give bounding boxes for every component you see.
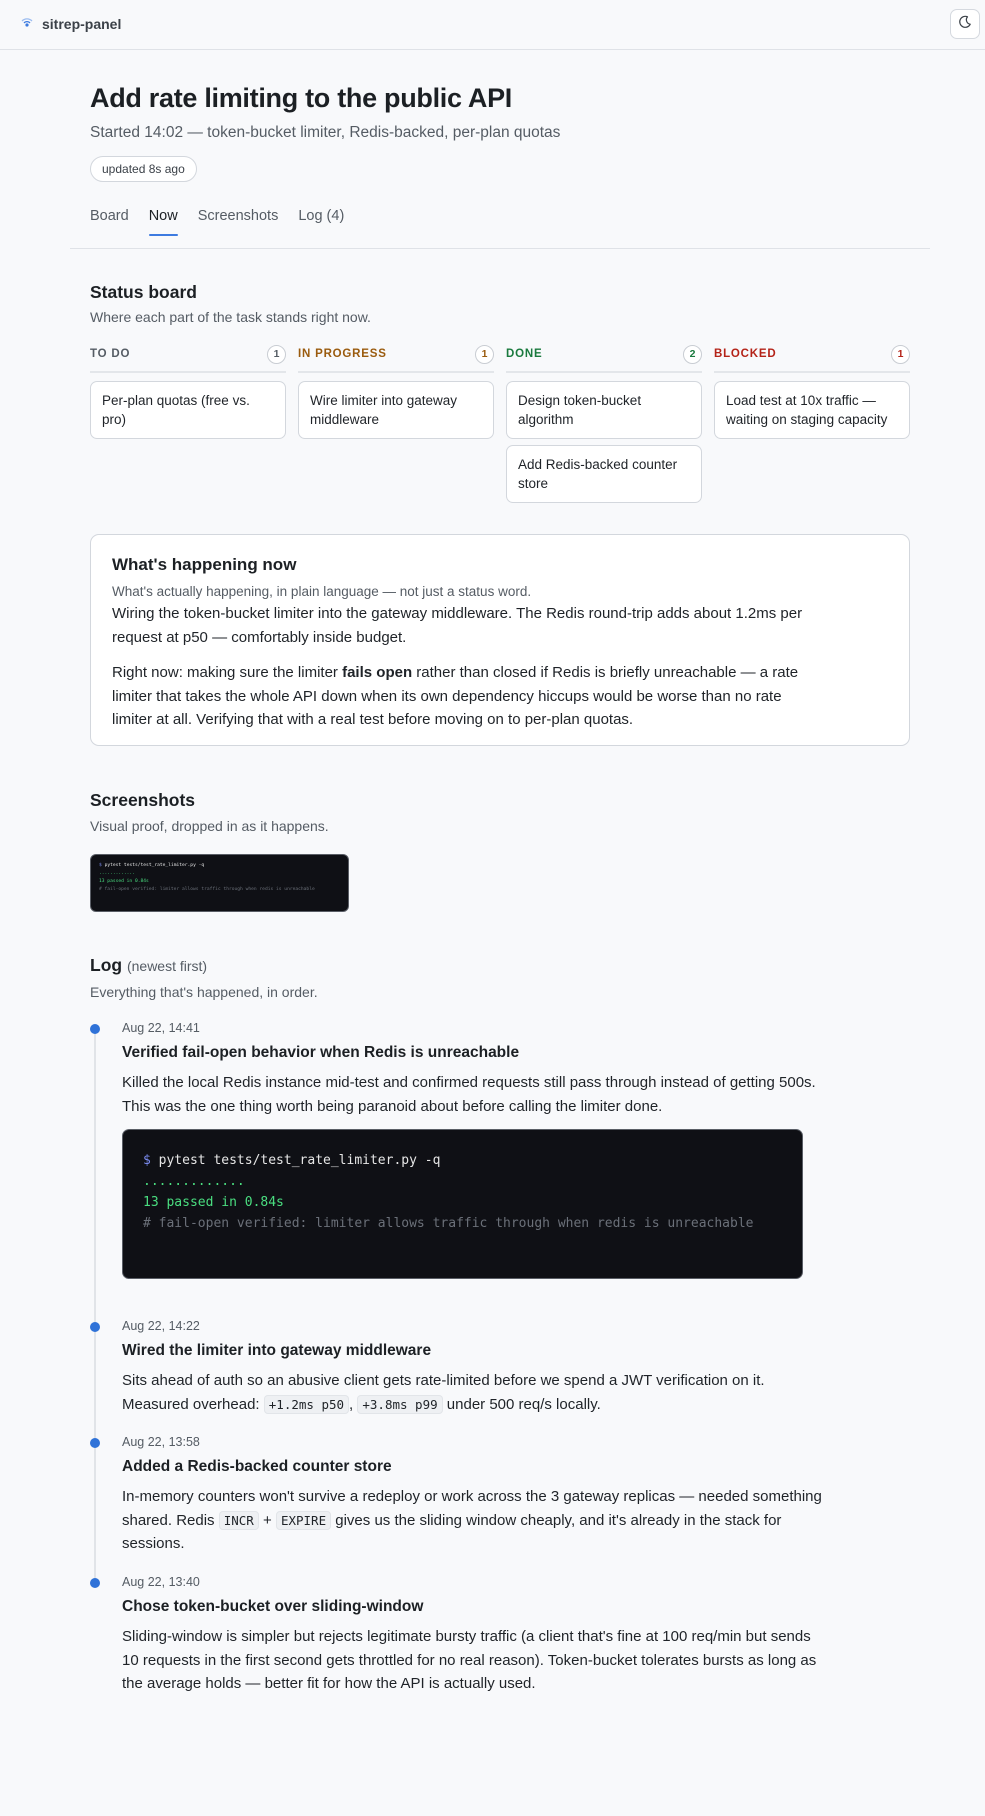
column-count-badge: 1 — [475, 345, 494, 364]
timeline-dot — [90, 1322, 100, 1332]
task-card[interactable]: Load test at 10x traffic — waiting on staging capacity — [714, 381, 910, 439]
entry-time: Aug 22, 14:41 — [122, 1021, 200, 1035]
entry-body: Sliding-window is simpler but rejects legitimate bursty traffic (a client that's fine at 100 req/min but sends 10 requests in the first second gets throttled for no real reason). Token-bucket tolerates bursts as long as the average holds — better fit for how the API is actually used. — [122, 1628, 817, 1692]
entry-body: In-memory counters won't survive a redeploy or work across the 3 gateway replicas — needed something shared. Redis INCR + EXPIRE gives us the sliding window cheaply, and it's already in the stack for sessions. — [122, 1488, 822, 1552]
column-title: DONE — [506, 348, 543, 360]
task-card[interactable]: Add Redis-backed counter store — [506, 445, 702, 503]
column-divider — [714, 371, 910, 373]
column-in-progress — [298, 345, 494, 445]
now-heading: What's happening now — [112, 555, 297, 574]
screenshot-thumbnail[interactable]: $ pytest tests/test_rate_limiter.py -q ............. 13 passed in 0.84s # fail-open verified: limiter allows traffic through when redis is unreachable — [90, 854, 349, 912]
column-header — [298, 345, 494, 363]
task-card[interactable]: Wire limiter into gateway middleware — [298, 381, 494, 439]
column-count-badge: 1 — [891, 345, 910, 364]
column-count-badge: 2 — [683, 345, 702, 364]
theme-toggle-button[interactable] — [950, 9, 980, 39]
tab-board[interactable]: Board — [90, 208, 129, 224]
task-card[interactable]: Design token-bucket algorithm — [506, 381, 702, 439]
column-title: IN PROGRESS — [298, 348, 387, 360]
brand[interactable] — [20, 16, 121, 32]
status-board-heading: Status board — [90, 282, 197, 302]
column-header — [90, 345, 286, 363]
column-todo — [90, 345, 286, 445]
status-board-description: Where each part of the task stands right now. — [90, 309, 371, 325]
column-divider — [90, 371, 286, 373]
tab-screenshots[interactable]: Screenshots — [197, 208, 279, 224]
column-count-badge: 1 — [267, 345, 286, 364]
tab-now[interactable]: Now — [149, 208, 178, 236]
task-card[interactable]: Per-plan quotas (free vs. pro) — [90, 381, 286, 439]
log-heading: Log (newest first) — [90, 955, 208, 975]
updated-badge: updated 8s ago — [90, 156, 197, 182]
entry-title: Added a Redis-backed counter store — [122, 1458, 392, 1475]
column-divider — [298, 371, 494, 373]
tab-log[interactable]: Log (4) — [298, 208, 345, 224]
entry-title: Wired the limiter into gateway middleware — [122, 1342, 432, 1359]
app-name: sitrep-panel — [42, 16, 122, 32]
timeline-dot — [90, 1438, 100, 1448]
column-blocked — [714, 345, 910, 445]
column-done — [506, 345, 702, 509]
column-divider — [506, 371, 702, 373]
timeline-dot — [90, 1578, 100, 1588]
timeline-line — [94, 1025, 96, 1585]
now-description: What's actually happening, in plain language — not just a status word. — [112, 584, 532, 599]
screenshots-description: Visual proof, dropped in as it happens. — [90, 818, 329, 834]
now-panel — [90, 534, 910, 746]
entry-body: Killed the local Redis instance mid-test and confirmed requests still pass through instead of getting 500s. This was the one thing worth being paranoid about before calling the limiter done. — [122, 1074, 816, 1115]
page-subtitle: Started 14:02 — token-bucket limiter, Redis-backed, per-plan quotas — [90, 124, 561, 141]
top-bar — [0, 0, 985, 50]
log-description: Everything that's happened, in order. — [90, 984, 318, 1000]
timeline-dot — [90, 1024, 100, 1034]
terminal-output: $ pytest tests/test_rate_limiter.py -q ............. 13 passed in 0.84s # fail-open verified: limiter allows traffic through when redis is unreachable — [122, 1129, 803, 1279]
moon-icon — [958, 15, 972, 34]
now-paragraph-1: Wiring the token-bucket limiter into the gateway middleware. The Redis round-trip adds about 1.2ms per request at p50 — comfortably inside budget. — [112, 605, 803, 646]
column-title: TO DO — [90, 348, 131, 360]
column-header — [506, 345, 702, 363]
now-paragraph-2: Right now: making sure the limiter fails open rather than closed if Redis is briefly unreachable — a rate limiter that takes the whole API down when its own dependency hiccups would be worse than no rate limiter at all. Verifying that with a real test before moving on to per-plan quotas. — [112, 664, 799, 728]
signal-icon — [20, 17, 34, 31]
entry-body: Sits ahead of auth so an abusive client gets rate-limited before we spend a JWT verification on it. Measured overhead: +1.2ms p50 , +3.8ms p99 under 500 req/s locally. — [122, 1372, 765, 1413]
entry-title: Chose token-bucket over sliding-window — [122, 1598, 424, 1615]
page-title: Add rate limiting to the public API — [90, 83, 513, 113]
entry-time: Aug 22, 13:58 — [122, 1435, 200, 1449]
entry-title: Verified fail-open behavior when Redis is unreachable — [122, 1044, 520, 1061]
entry-time: Aug 22, 14:22 — [122, 1319, 200, 1333]
column-title: BLOCKED — [714, 348, 777, 360]
column-header — [714, 345, 910, 363]
tabs-divider — [70, 248, 930, 249]
screenshots-heading: Screenshots — [90, 790, 196, 810]
tab-bar — [90, 208, 344, 236]
entry-time: Aug 22, 13:40 — [122, 1575, 200, 1589]
